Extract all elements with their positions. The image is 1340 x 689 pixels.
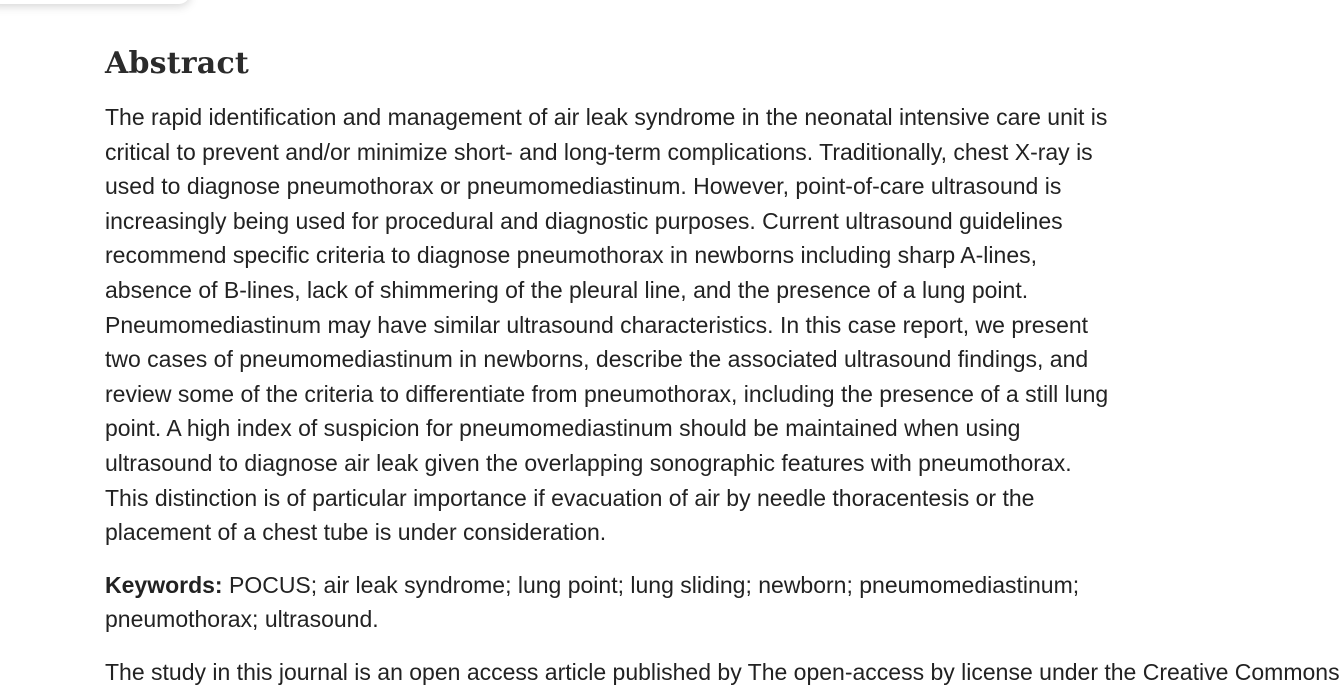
- abstract-body: [105, 100, 1165, 550]
- browser-edge-shadow: [0, 0, 190, 4]
- keywords-label: Keywords:: [105, 571, 223, 598]
- abstract-line: This distinction is of particular importance if evacuation of air by needle thoracentesis or the: [105, 484, 1035, 511]
- abstract-line: point. A high index of suspicion for pneumomediastinum should be maintained when using: [105, 415, 1021, 442]
- abstract-line: recommend specific criteria to diagnose pneumothorax in newborns including sharp A-lines,: [105, 242, 1037, 269]
- cut-off-text-line: The study in this journal is an open access article published by The open-access by license under the Creative Commons: [105, 659, 1340, 685]
- abstract-line: review some of the criteria to differentiate from pneumothorax, including the presence of a still lung: [105, 380, 1109, 407]
- abstract-line: two cases of pneumomediastinum in newborns, describe the associated ultrasound findings, and: [105, 346, 1089, 373]
- abstract-line: ultrasound to diagnose air leak given the overlapping sonographic features with pneumothorax.: [105, 449, 1072, 476]
- abstract-section: [105, 42, 1165, 637]
- abstract-line: placement of a chest tube is under consideration.: [105, 519, 607, 546]
- keywords-line-continued: pneumothorax; ultrasound.: [105, 606, 379, 633]
- abstract-line: absence of B-lines, lack of shimmering of the pleural line, and the presence of a lung point.: [105, 276, 1029, 303]
- abstract-line: The rapid identification and management of air leak syndrome in the neonatal intensive care unit is: [105, 104, 1108, 130]
- keywords-paragraph: [105, 568, 1165, 637]
- abstract-line: used to diagnose pneumothorax or pneumomediastinum. However, point-of-care ultrasound is: [105, 173, 1062, 200]
- abstract-heading: Abstract: [105, 46, 249, 81]
- abstract-line: increasingly being used for procedural and diagnostic purposes. Current ultrasound guidelines: [105, 207, 1063, 234]
- abstract-line: critical to prevent and/or minimize short- and long-term complications. Traditionally, chest X-ray is: [105, 138, 1093, 165]
- keywords-list: POCUS; air leak syndrome; lung point; lung sliding; newborn; pneumomediastinum;: [222, 571, 1080, 598]
- keywords-line: [105, 568, 1165, 603]
- abstract-line: Pneumomediastinum may have similar ultrasound characteristics. In this case report, we present: [105, 311, 1089, 338]
